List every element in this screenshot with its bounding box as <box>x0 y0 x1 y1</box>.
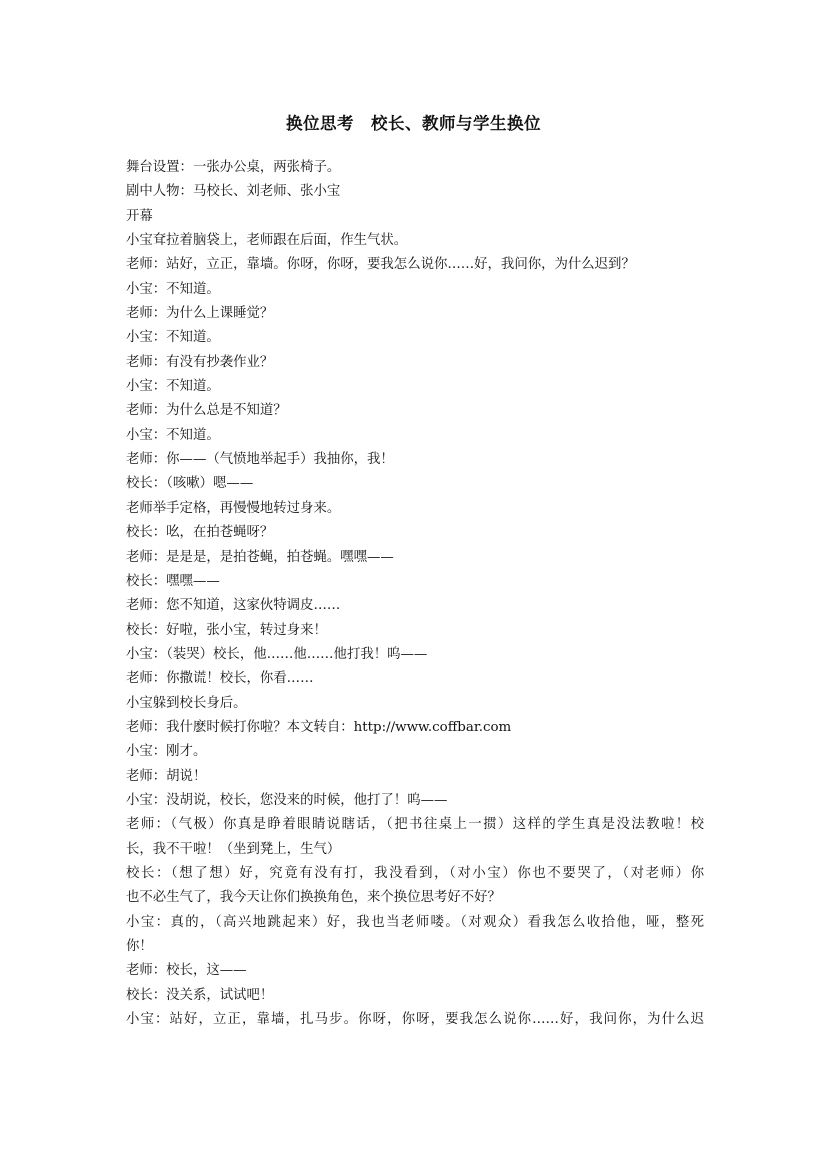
text-line: 小宝耷拉着脑袋上，老师跟在后面，作生气状。 <box>126 233 408 249</box>
text-line: 小宝：刚才。 <box>126 744 207 760</box>
text-line: 校长：（想了想）好，究竟有没有打，我没看到，（对小宝）你也不要哭了，（对老师）你 <box>126 865 704 881</box>
text-line: 老师：是是是，是拍苍蝇，拍苍蝇。嘿嘿—— <box>126 549 394 565</box>
text-line: 开幕 <box>126 208 153 224</box>
text-line: 你！ <box>126 939 153 954</box>
text-line: 老师：（气极）你真是睁着眼睛说瞎话，（把书往桌上一掼）这样的学生真是没法教啦！校 <box>126 817 704 833</box>
text-line: 小宝：没胡说，校长，您没来的时候，他打了！呜—— <box>126 792 448 808</box>
text-line: 老师：你撒谎！校长，你看…… <box>126 671 314 687</box>
text-line: 校长：没关系，试试吧！ <box>126 987 274 1003</box>
text-line: 老师：你——（气愤地举起手）我抽你，我！ <box>126 452 394 468</box>
text-line: 小宝：不知道。 <box>126 379 220 395</box>
text-line: 老师：有没有抄袭作业？ <box>126 354 274 370</box>
text-line: 小宝：站好，立正，靠墙，扎马步。你呀，你呀，要我怎么说你……好，我问你，为什么迟 <box>126 1012 704 1028</box>
text-line: 剧中人物：马校长、刘老师、张小宝 <box>126 184 341 200</box>
text-line: 小宝：不知道。 <box>126 330 220 346</box>
text-line: 老师举手定格，再慢慢地转过身来。 <box>126 500 341 516</box>
text-line: 小宝：（装哭）校长，他……他……他打我！呜—— <box>126 646 428 662</box>
text-line: 老师：您不知道，这家伙特调皮…… <box>126 598 341 614</box>
text-line: 舞台设置：一张办公桌，两张椅子。 <box>126 160 341 175</box>
text-line: 老师：胡说！ <box>126 768 207 784</box>
text-line: 长，我不干啦！（坐到凳上，生气） <box>126 841 341 857</box>
text-line: 小宝躲到校长身后。 <box>126 695 247 711</box>
document-body <box>126 156 704 1032</box>
text-line: 小宝：真的，（高兴地跳起来）好，我也当老师喽。（对观众）看我怎么收拾他，哑，整死 <box>126 914 704 930</box>
text-line: 小宝：不知道。 <box>126 281 220 297</box>
text-line: 老师：校长，这—— <box>126 963 247 979</box>
text-line: 校长：吆，在拍苍蝇呀？ <box>126 525 274 541</box>
text-line: 老师：站好，立正，靠墙。你呀，你呀，要我怎么说你……好，我问你，为什么迟到？ <box>126 257 635 273</box>
text-line: 老师：我什麽时候打你啦？本文转自：http://www.coffbar.com <box>126 719 512 735</box>
text-line: 校长：好啦，张小宝，转过身来！ <box>126 622 327 638</box>
text-line: 也不必生气了，我今天让你们换换角色，来个换位思考好不好？ <box>126 890 501 906</box>
text-line: 老师：为什么上课睡觉？ <box>126 306 274 322</box>
text-line: 校长：嘿嘿—— <box>126 573 220 589</box>
document-title: 换位思考 校长、教师与学生换位 <box>286 114 541 133</box>
text-line: 老师：为什么总是不知道？ <box>126 403 287 419</box>
text-line: 小宝：不知道。 <box>126 427 220 443</box>
text-line: 校长：（咳嗽）嗯—— <box>126 476 254 492</box>
